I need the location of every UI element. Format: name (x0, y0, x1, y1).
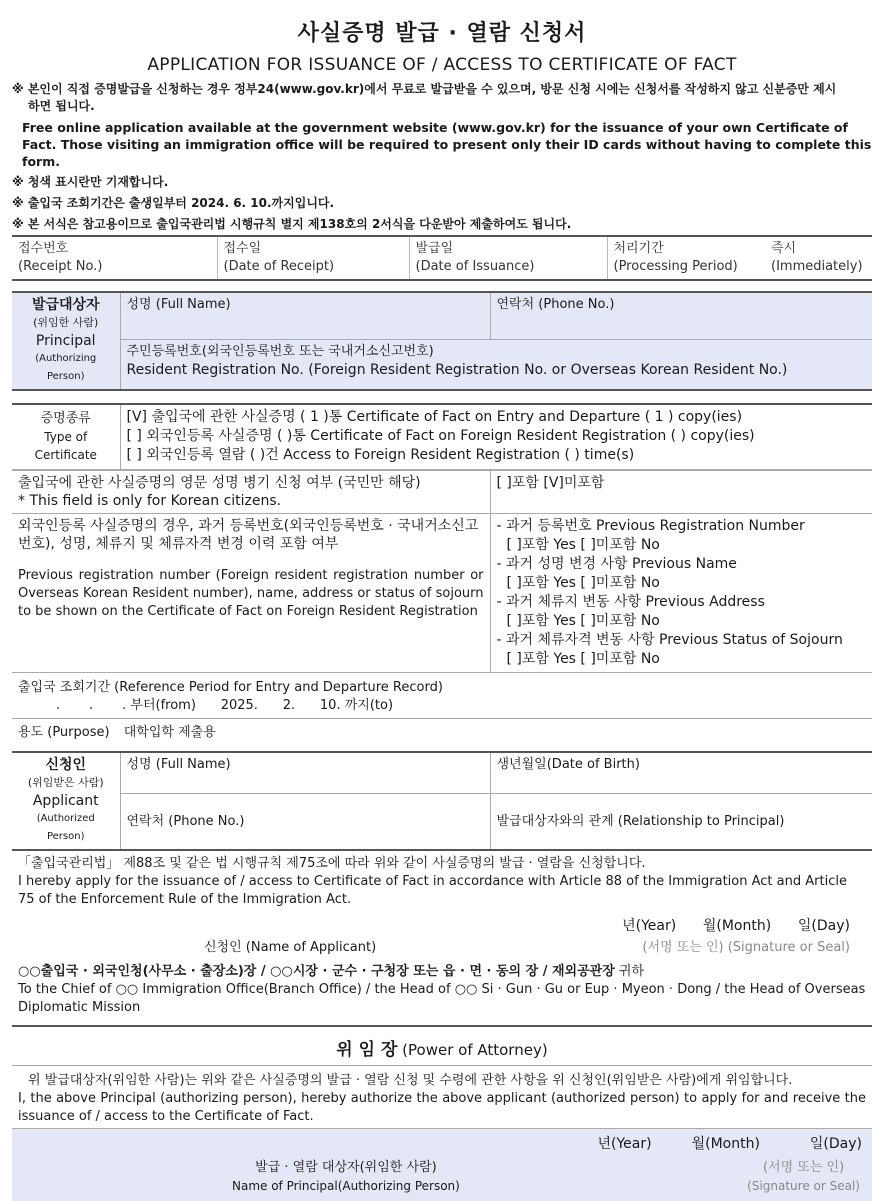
certificate-type-label: 증명종류 Type of Certificate (12, 404, 120, 470)
poa-en: I, the above Principal (authorizing person), hereby authorize the above applicant (authorized person) to apply for and receive the issuance of / access to the Certificate of Fact. (18, 1091, 866, 1124)
principal-phone-field[interactable]: 연락처 (Phone No.) (490, 292, 872, 340)
prev-registration-choice[interactable]: [ ]포함 Yes [ ]미포함 No (506, 537, 660, 553)
addressee-en: To the Chief of ○○ Immigration Office(Branch Office) / the Head of ○○ Si · Gun · Gu or Eup · Myeon · Dong / the Head of Overseas Diplomatic Mission (18, 982, 866, 1015)
english-name-answer[interactable]: [ ]포함 [V]미포함 (496, 475, 605, 491)
previous-history-question: 외국인등록 사실증명의 경우, 과거 등록번호(외국인등록번호 · 국내거소신고번호), 성명, 체류지 및 체류자격 변경 이력 포함 여부 Previous registration number (Foreign resident registration number or Overseas Korean Resident number), name, address or status of sojourn to be shown on the Certificate of Fact on Foreign Resident Registration (12, 514, 490, 673)
purpose-label: 용도 (Purpose) (18, 725, 110, 740)
principal-section (12, 291, 872, 391)
certificate-type-section (12, 403, 872, 470)
addressee-suffix: 귀하 (614, 964, 645, 979)
processing-immediately: 즉시 (Immediately) (771, 241, 863, 274)
declaration-ko: 「출입국관리법」 제88조 및 같은 법 시행규칙 제75조에 따라 위와 같이 사실증명의 발급 · 열람을 신청합니다. (18, 856, 646, 871)
poa-title-ko: 위 임 장 (336, 1040, 398, 1060)
addressee-ko: ○○출입국 · 외국인청(사무소 · 출장소)장 / ○○시장 · 군수 · 구청장 또는 읍 · 면 · 동의 장 / 재외공관장 (18, 964, 615, 979)
poa-title-en: (Power of Attorney) (397, 1041, 548, 1059)
purpose-value[interactable]: 대학입학 제출용 (123, 725, 216, 740)
applicant-phone-field[interactable]: 연락처 (Phone No.) (120, 794, 490, 851)
processing-period: 처리기간 (Processing Period) (613, 241, 738, 274)
prev-status-choice[interactable]: [ ]포함 Yes [ ]미포함 No (506, 651, 660, 667)
prev-name-choice[interactable]: [ ]포함 Yes [ ]미포함 No (506, 575, 660, 591)
purpose-row[interactable] (12, 719, 872, 748)
receipt-table (12, 235, 872, 281)
poa-signature-block (12, 1128, 872, 1201)
cert-option-entry-departure[interactable]: [V] 출입국에 관한 사실증명 ( 1 )통 Certificate of Fact on Entry and Departure ( 1 ) copy(ies) (126, 409, 743, 425)
cert-option-access-registration[interactable]: [ ] 외국인등록 열람 ( )건 Access to Foreign Resident Registration ( ) time(s) (126, 447, 635, 463)
power-of-attorney (12, 1041, 872, 1201)
issuance-date: 발급일 (Date of Issuance) (409, 236, 607, 280)
notes (12, 81, 872, 233)
reference-period[interactable] (12, 673, 872, 719)
declaration-en: I hereby apply for the issuance of / access to Certificate of Fact in accordance with Article 88 of the Immigration Act and Article 75 of the Enforcement Rule of the Immigration Act. (18, 874, 847, 907)
note-2: ※ 청색 표시란만 기재합니다. (12, 175, 169, 189)
poa-year[interactable]: 년(Year) (597, 1136, 652, 1152)
poa-principal-label-en: Name of Principal(Authorizing Person) (232, 1179, 460, 1193)
previous-history-options (490, 514, 872, 673)
principal-rrn-field[interactable]: 주민등록번호(외국인등록번호 또는 국내거소신고번호) Resident Registration No. (Foreign Resident Registration No. or Overseas Korean Resident No.) (120, 340, 872, 391)
applicant-signature[interactable]: (서명 또는 인) (Signature or Seal) (642, 940, 850, 955)
declaration (12, 851, 872, 1017)
applicant-dob-field[interactable]: 생년월일(Date of Birth) (490, 752, 872, 794)
note-3: ※ 출입국 조회기간은 출생일부터 2024. 6. 10.까지입니다. (12, 196, 335, 210)
receipt-date: 접수일 (Date of Receipt) (217, 236, 409, 280)
cert-option-foreign-registration[interactable]: [ ] 외국인등록 사실증명 ( )통 Certificate of Fact on Foreign Resident Registration ( ) copy(ies) (126, 428, 755, 444)
note-1: ※ 본인이 직접 증명발급을 신청하는 경우 정부24(www.gov.kr)에서 무료로 발급받을 수 있으며, 방문 신청 시에는 신청서를 작성하지 않고 신분증만 제시 (12, 82, 837, 96)
prev-status-title: - 과거 체류자격 변동 사항 Previous Status of Sojourn (496, 632, 843, 648)
principal-label: 발급대상자 (위임한 사람) Principal (Authorizing Person) (12, 292, 120, 390)
note-4: ※ 본 서식은 참고용이므로 출입국관리법 시행규칙 별지 제138호의 2서식을 다운받아 제출하여도 됩니다. (12, 217, 572, 231)
poa-signature[interactable]: (서명 또는 인) (Signature or Seal) (747, 1160, 860, 1193)
prev-name-title: - 과거 성명 변경 사항 Previous Name (496, 556, 737, 572)
principal-name-field[interactable]: 성명 (Full Name) (120, 292, 490, 340)
applicant-name-label: 신청인 (Name of Applicant) (204, 940, 377, 955)
poa-ko: 위 발급대상자(위임한 사람)는 위와 같은 사실증명의 발급 · 열람 신청 및 수령에 관한 사항을 위 신청인(위임받은 사람)에게 위임합니다. (28, 1073, 793, 1088)
receipt-number: 접수번호 (Receipt No.) (12, 236, 217, 280)
certificate-type-options[interactable] (120, 404, 872, 470)
poa-day[interactable]: 일(Day) (809, 1136, 862, 1152)
applicant-section (12, 751, 872, 851)
applicant-label: 신청인 (위임받은 사람) Applicant (Authorized Person) (12, 752, 120, 850)
reference-period-value[interactable]: . . . 부터(from) 2025. 2. 10. 까지(to) (56, 698, 394, 713)
applicant-name-field[interactable]: 성명 (Full Name) (120, 752, 490, 794)
page-title: 사실증명 발급 · 열람 신청서 (297, 21, 587, 46)
prev-registration-title: - 과거 등록번호 Previous Registration Number (496, 518, 805, 534)
note-1-english: Free online application available at the government website (www.gov.kr) for the issuance of your own Certificate of Fact. Those visiting an immigration office will be required to present only their ID cards without having to complete this form. (22, 120, 872, 169)
note-1-cont: 하면 됩니다. (28, 99, 95, 113)
reference-period-label: 출입국 조회기간 (Reference Period for Entry and Departure Record) (18, 680, 443, 695)
options-section (12, 470, 872, 747)
applicant-relation-field[interactable]: 발급대상자와의 관계 (Relationship to Principal) (496, 813, 785, 829)
page-subtitle: APPLICATION FOR ISSUANCE OF / ACCESS TO CERTIFICATE OF FACT (147, 55, 737, 75)
poa-principal-label-ko: 발급 · 열람 대상자(위임한 사람) (255, 1160, 437, 1175)
poa-month[interactable]: 월(Month) (691, 1136, 760, 1152)
declaration-date[interactable]: 년(Year) 월(Month) 일(Day) (622, 918, 850, 934)
prev-address-choice[interactable]: [ ]포함 Yes [ ]미포함 No (506, 613, 660, 629)
prev-address-title: - 과거 체류지 변동 사항 Previous Address (496, 594, 765, 610)
english-name-question: 출입국에 관한 사실증명의 영문 성명 병기 신청 여부 (국민만 해당) * This field is only for Korean citizens. (12, 471, 490, 514)
